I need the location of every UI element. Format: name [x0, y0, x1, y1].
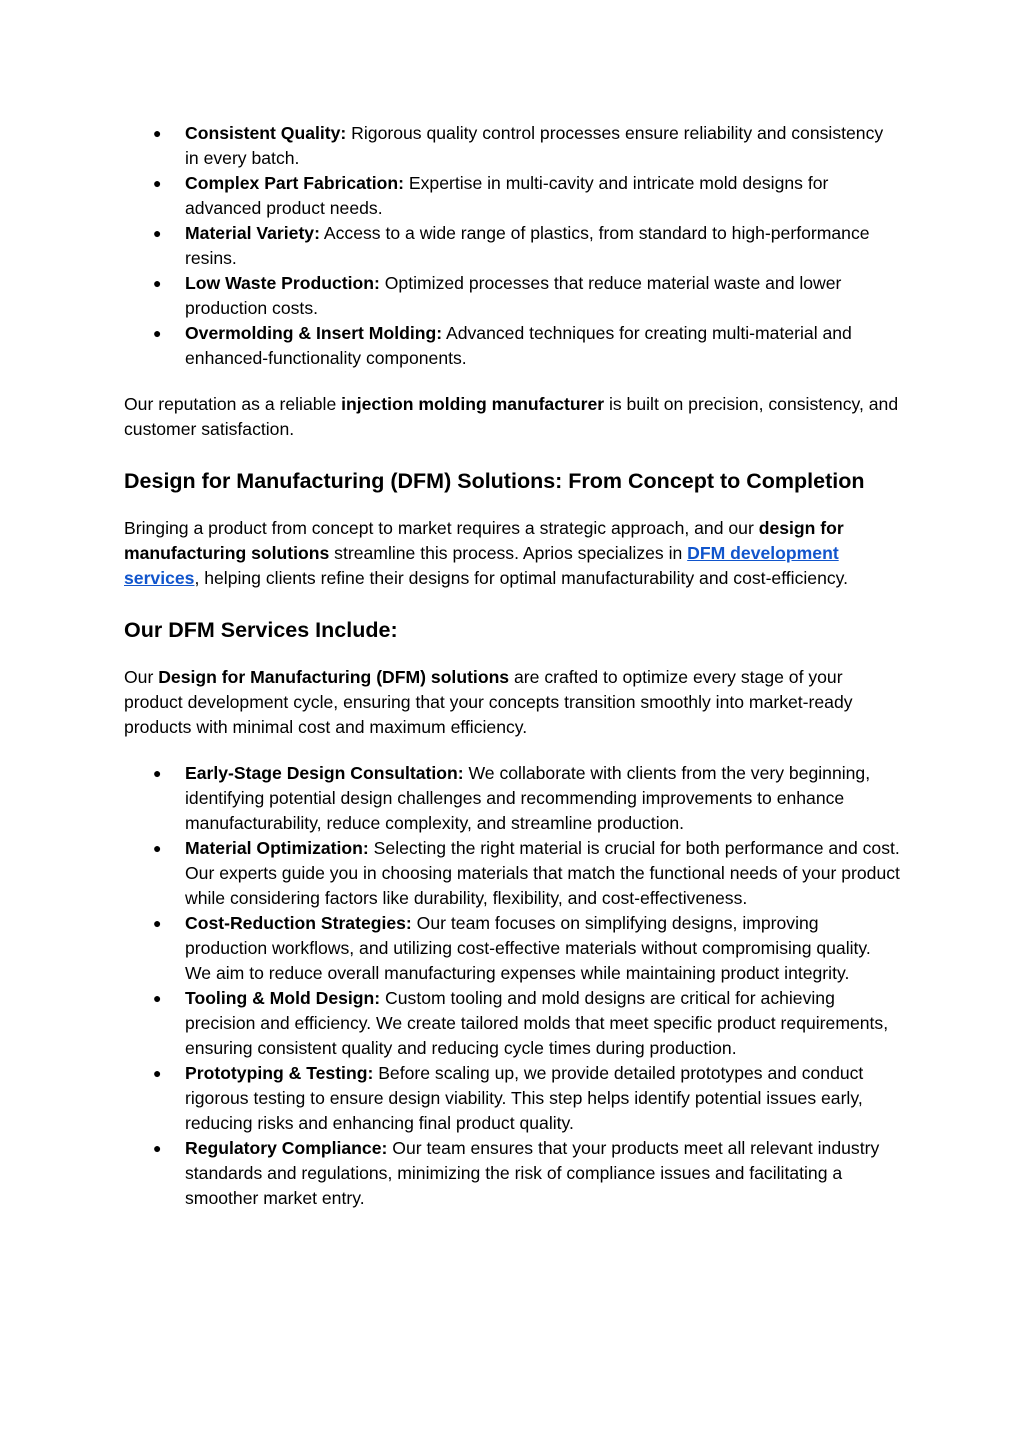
- bullet-icon: ●: [153, 225, 162, 241]
- bold-text: design for manufacturing solutions: [124, 518, 844, 563]
- list-item-text: Custom tooling and mold designs are critical for achieving precision and efficiency. We create tailored molds that meet specific product requirements, ensuring consistent quality and reducing cycle times during production.: [185, 988, 889, 1058]
- list-item: [124, 221, 900, 271]
- list-item: [124, 986, 900, 1061]
- list-item: [124, 321, 900, 371]
- section-heading-dfm-solutions: Design for Manufacturing (DFM) Solutions: From Concept to Completion: [124, 469, 865, 493]
- bullet-icon: ●: [153, 840, 162, 856]
- text-run: Our: [124, 667, 159, 687]
- list-item-label: Consistent Quality:: [185, 123, 347, 143]
- list-item-text: Rigorous quality control processes ensure reliability and consistency in every batch.: [185, 123, 884, 168]
- list-item-label: Low Waste Production:: [185, 273, 380, 293]
- text-run: are crafted to optimize every stage of your product development cycle, ensuring that your concepts transition smoothly into market-ready products with minimal cost and maximum efficiency.: [124, 667, 853, 737]
- dfm-intro-paragraph: [124, 516, 900, 591]
- text-run: Our reputation as a reliable: [124, 394, 342, 414]
- dfm-services-list: [124, 761, 900, 1211]
- list-item: [124, 271, 900, 321]
- bullet-icon: ●: [153, 1140, 162, 1156]
- list-item-label: Regulatory Compliance:: [185, 1138, 388, 1158]
- reputation-paragraph: [124, 392, 900, 442]
- bullet-icon: ●: [153, 765, 162, 781]
- section-heading-dfm-services: Our DFM Services Include:: [124, 618, 398, 642]
- list-item: [124, 1061, 900, 1136]
- text-run: , helping clients refine their designs for optimal manufacturability and cost-efficiency.: [194, 568, 849, 588]
- text-run: is built on precision, consistency, and customer satisfaction.: [124, 394, 899, 439]
- list-item-text: Our team focuses on simplifying designs, improving production workflows, and utilizing cost-effective materials without compromising quality. We aim to reduce overall manufacturing expenses while maintaining product integrity.: [185, 913, 871, 983]
- document-page: [124, 121, 900, 1211]
- list-item-label: Early-Stage Design Consultation:: [185, 763, 464, 783]
- bullet-icon: ●: [153, 175, 162, 191]
- list-item-text: Our team ensures that your products meet all relevant industry standards and regulations, minimizing the risk of compliance issues and facilitating a smoother market entry.: [185, 1138, 880, 1208]
- bullet-icon: ●: [153, 275, 162, 291]
- list-item-text: Optimized processes that reduce material waste and lower production costs.: [185, 273, 842, 318]
- text-run: Bringing a product from concept to market requires a strategic approach, and our: [124, 518, 759, 538]
- list-item-label: Complex Part Fabrication:: [185, 173, 404, 193]
- list-item-text: Before scaling up, we provide detailed prototypes and conduct rigorous testing to ensure design viability. This step helps identify potential issues early, reducing risks and enhancing final product quality.: [185, 1063, 864, 1133]
- features-list: [124, 121, 900, 371]
- list-item-label: Overmolding & Insert Molding:: [185, 323, 443, 343]
- list-item-text: Selecting the right material is crucial for both performance and cost. Our experts guide you in choosing materials that match the functional needs of your product while considering factors like durability, flexibility, and cost-effectiveness.: [185, 838, 900, 908]
- bold-text: Design for Manufacturing (DFM) solutions: [158, 667, 510, 687]
- list-item: [124, 1136, 900, 1211]
- list-item: [124, 911, 900, 986]
- bullet-icon: ●: [153, 325, 162, 341]
- list-item-label: Material Variety:: [185, 223, 320, 243]
- dfm-development-services-link[interactable]: DFM development services: [124, 543, 839, 588]
- text-run: streamline this process. Aprios specializes in: [329, 543, 688, 563]
- bullet-icon: ●: [153, 1065, 162, 1081]
- list-item-text: We collaborate with clients from the very beginning, identifying potential design challenges and recommending improvements to enhance manufacturability, reduce complexity, and streamline production.: [185, 763, 871, 833]
- list-item: [124, 121, 900, 171]
- bullet-icon: ●: [153, 125, 162, 141]
- list-item-text: Access to a wide range of plastics, from standard to high-performance resins.: [185, 223, 870, 268]
- dfm-services-paragraph: [124, 665, 900, 740]
- list-item: [124, 761, 900, 836]
- bullet-icon: ●: [153, 915, 162, 931]
- list-item-text: Advanced techniques for creating multi-material and enhanced-functionality components.: [185, 323, 852, 368]
- bold-text: injection molding manufacturer: [341, 394, 605, 414]
- list-item-text: Expertise in multi-cavity and intricate mold designs for advanced product needs.: [185, 173, 829, 218]
- list-item: [124, 836, 900, 911]
- list-item-label: Prototyping & Testing:: [185, 1063, 374, 1083]
- list-item-label: Cost-Reduction Strategies:: [185, 913, 412, 933]
- bullet-icon: ●: [153, 990, 162, 1006]
- list-item-label: Material Optimization:: [185, 838, 369, 858]
- list-item-label: Tooling & Mold Design:: [185, 988, 381, 1008]
- list-item: [124, 171, 900, 221]
